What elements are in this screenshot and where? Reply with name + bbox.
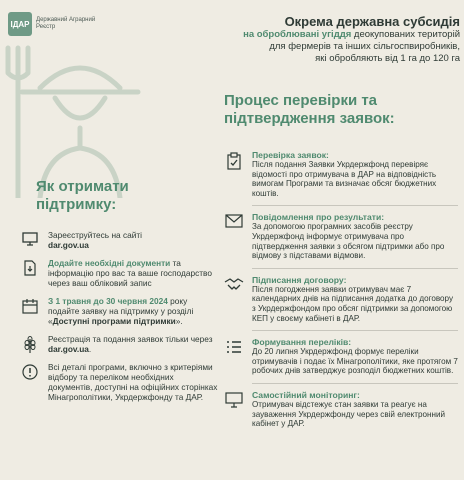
process-step-title: Формування переліків: — [252, 337, 352, 348]
step-apply-end: ». — [175, 316, 183, 326]
process-step-text: Отримувач відстежує стан заявки та реагує на зауваження Укрдержфонду через свій електронний кабінет у ДАР. — [252, 399, 445, 429]
list-item — [222, 337, 458, 376]
computer-icon — [20, 230, 40, 250]
list-item — [222, 275, 458, 323]
process-title: Процес перевірки та підтвердження заявок: — [224, 92, 395, 127]
process-step-text: Після погодження заявки отримувач має 7 календарних днів на підписання додатка до договору з Укрдержфондом про обсяг підтримки за допомогою КЕП у своєму кабінеті в ДАР. — [252, 284, 454, 323]
calendar-icon — [20, 296, 40, 326]
divider — [252, 205, 458, 206]
list-item — [20, 296, 218, 326]
mail-notification-icon — [222, 212, 246, 260]
header-line-4: які обробляють від 1 га до 120 га — [315, 53, 460, 64]
header-line-2 — [140, 29, 460, 41]
header — [140, 14, 460, 65]
header-line-3: для фермерів та інших сільгоспвиробників, — [269, 41, 460, 52]
dar-link[interactable]: dar.gov.ua — [48, 240, 89, 250]
header-line-2-rest: деокупованих територій — [351, 29, 460, 40]
step-only-dar-text: Реєстрація та подання заявок тільки через — [48, 334, 213, 344]
list-item — [222, 150, 458, 198]
step-apply-section: Доступні програми підтримки — [52, 316, 176, 326]
header-highlight: на оброблювані угіддя — [243, 29, 352, 40]
step-only-dar — [48, 334, 218, 354]
step-only-dar-end: . — [88, 344, 92, 354]
handshake-icon — [222, 275, 246, 323]
step-documents — [48, 258, 218, 288]
support-title: Як отримати підтримку: — [36, 178, 129, 213]
farmer-illustration — [0, 28, 160, 198]
process-step-text: До 20 липня Укрдержфонд формує переліки отримувачів і подає їх Мінагрополітики, яке протягом 7 робочих днів затверджує розподіл бюджетних коштів. — [252, 347, 458, 376]
process-step-title: Підписання договору: — [252, 274, 347, 285]
divider — [252, 268, 458, 269]
divider — [252, 383, 458, 384]
logo-text: Державний Аграрний Реєстр — [36, 17, 96, 30]
step-details: Всі деталі програми, включно з критеріями відбору та переліком необхідних документів, доступні на офіційних сторінках Мінагрополітики, Укрдержфонду та ДАР. — [48, 362, 218, 402]
document-download-icon — [20, 258, 40, 288]
process-steps — [222, 150, 458, 436]
list-item — [20, 230, 218, 250]
dar-link[interactable]: dar.gov.ua — [48, 344, 89, 354]
list-item — [20, 258, 218, 288]
process-step-title: Самостійний моніторинг: — [252, 389, 360, 400]
step-apply-text: року подайте заявку на підтримку у розділі « — [48, 296, 194, 326]
step-register-text: Зареєструйтесь на сайті — [48, 230, 142, 240]
step-documents-highlight: Додайте необхідні документи — [48, 258, 171, 268]
wheat-icon — [20, 334, 40, 354]
process-step-text: Після подання Заявки Укрдержфонд перевіряє відомості про отримувача в ДАР на відповідність вимогам Програми та визначає обсяг бюджетних коштів. — [252, 160, 437, 198]
list-item — [222, 212, 458, 260]
process-step-title: Перевірка заявок: — [252, 150, 329, 160]
process-step-text: За допомогою програмних засобів реєстру Укрдержфонд інформує отримувача про підтвердження заявки з обсягом підтримки або про відмову з підставами відмови. — [252, 222, 445, 261]
process-step-title: Повідомлення про результати: — [252, 212, 385, 223]
step-register — [48, 230, 142, 250]
page-title: Окрема державна субсидія — [284, 14, 460, 29]
list-item — [20, 362, 218, 402]
step-apply-dates: З 1 травня до 30 червня 2024 — [48, 296, 168, 306]
info-icon — [20, 362, 40, 402]
list-item — [222, 390, 458, 429]
monitor-icon — [222, 390, 246, 429]
divider — [252, 330, 458, 331]
clipboard-check-icon — [222, 150, 246, 198]
support-steps — [20, 230, 218, 410]
step-apply — [48, 296, 218, 326]
list-item — [20, 334, 218, 354]
logo-badge: ІДАР — [8, 12, 32, 36]
list-icon — [222, 337, 246, 376]
step-documents-text: та інформацію про вас та ваше господарство через ваш обліковий запис — [48, 258, 212, 288]
